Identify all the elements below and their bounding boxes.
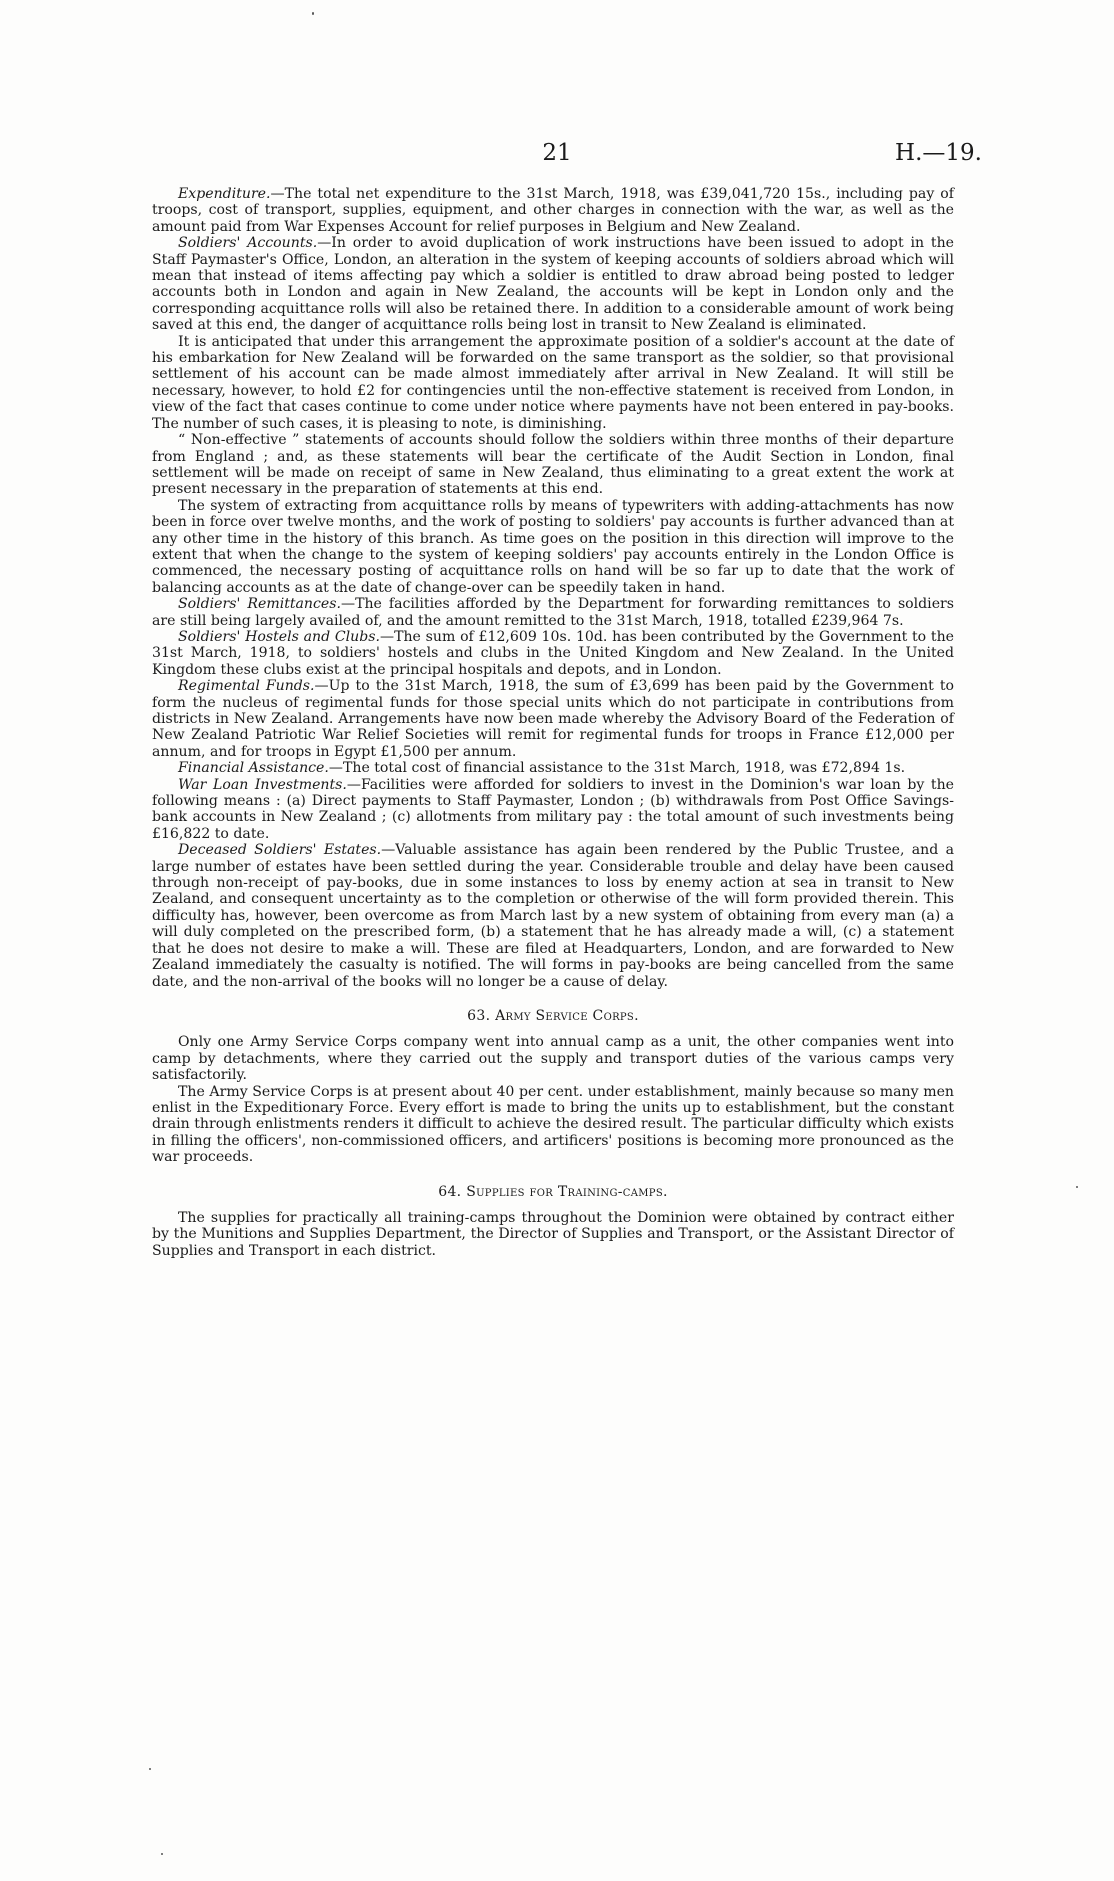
- paragraph-expenditure: [152, 186, 954, 235]
- paragraph-text: —The total cost of financial assistance to the 31st March, 1918, was £72,894 1s.: [328, 760, 906, 777]
- paragraph-text: —Valuable assistance has again been rendered by the Public Trustee, and a large number of estates have been settled during the year. Considerable trouble and delay have been caused through non-receipt of pay-books, due in some instances to loss by enemy action at sea in transit to New Zealand, and consequent uncertainty as to the completion or otherwise of the will form provided therein. This difficulty has, however, been overcome as from March last by a new system of obtaining from every man (a) a will duly completed on the prescribed form, (b) a statement that he has already made a will, (c) a statement that he does not desire to make a will. These are filed at Headquarters, London, and are forwarded to New Zealand immediately the casualty is notified. The will forms in pay-books are being cancelled from the same date, and the non-arrival of the books will no longer be a cause of delay.: [152, 842, 954, 990]
- paragraph-text: The Army Service Corps is at present about 40 per cent. under establishment, mainly because so many men enlist in the Expeditionary Force. Every effort is made to bring the units up to establishment, but the constant drain through enlistments renders it difficult to achieve the desired result. The particular difficulty which exists in filling the officers', non-commissioned officers, and artificers' positions is becoming more pronounced as the war proceeds.: [152, 1083, 954, 1166]
- paragraph-lead: War Loan Investments.: [178, 776, 347, 793]
- paragraph-text: —The sum of £12,609 10s. 10d. has been contributed by the Government to the 31st March, 1918, to soldiers' hostels and clubs in the United Kingdom and New Zealand. In the United Kingdom these clubs exist at the principal hospitals and depots, and in London.: [152, 628, 954, 678]
- paragraph-text: The system of extracting from acquittance rolls by means of typewriters with adding-attachments has now been in force over twelve months, and the work of posting to soldiers' pay accounts is further advanced than at any other time in the history of this branch. As time goes on the position in this direction will improve to the extent that when the change to the system of keeping soldiers' pay accounts entirely in the London Office is commenced, the necessary posting of acquittance rolls on hand will be so far up to date that the work of balancing accounts as at the date of change-over can be speedily taken in hand.: [152, 497, 954, 596]
- section-title: Supplies for Training-camps.: [466, 1183, 668, 1200]
- paragraph-lead: Soldiers' Accounts.: [178, 235, 318, 252]
- section-title: Army Service Corps.: [495, 1007, 639, 1024]
- scan-speck: [1076, 1186, 1078, 1188]
- document-reference: H.—19.: [895, 140, 982, 166]
- paragraph-acquittance-rolls: [152, 498, 954, 596]
- paragraph-text: It is anticipated that under this arrangement the approximate position of a soldier's account at the date of his embarkation for New Zealand will be forwarded on the same transport as the soldier, so that provisional settlement of his account can be made almost immediately after arrival in New Zealand. It will still be necessary, however, to hold £2 for contingencies until the non-effective statement is received from London, in view of the fact that cases continue to come under notice where payments have not been entered in pay-books. The number of such cases, it is pleasing to note, is diminishing.: [152, 333, 954, 432]
- paragraph-asc-annual-camp: [152, 1034, 954, 1083]
- section-heading-supplies-training-camps: [152, 1184, 954, 1200]
- page-body: [152, 186, 954, 1259]
- paragraph-text: —The facilities afforded by the Department for forwarding remittances to soldiers are still being largely availed of, and the amount remitted to the 31st March, 1918, totalled £239,964 7s.: [152, 596, 955, 629]
- page-number: 21: [542, 140, 572, 166]
- section-number: 63.: [467, 1007, 491, 1024]
- paragraph-hostels-and-clubs: [152, 629, 954, 678]
- scan-speck: [149, 1768, 151, 1770]
- paragraph-war-loan-investments: [152, 777, 954, 843]
- paragraph-regimental-funds: [152, 678, 954, 760]
- paragraph-lead: Financial Assistance.: [178, 760, 329, 777]
- paragraph-lead: Soldiers' Hostels and Clubs.: [178, 628, 380, 645]
- paragraph-text: “ Non-effective ” statements of accounts should follow the soldiers within three months of their departure from England ; and, as these statements will bear the certificate of the Audit Section in London, final settlement will be made on receipt of same in New Zealand, thus eliminating to a great extent the work at present necessary in the preparation of statements at this end.: [152, 432, 954, 498]
- paragraph-non-effective-statements: [152, 432, 954, 498]
- paragraph-text: —In order to avoid duplication of work instructions have been issued to adopt in the Staff Paymaster's Office, London, an alteration in the system of keeping accounts of soldiers abroad which will mean that instead of items affecting pay which a soldier is entitled to draw abroad being posted to ledger accounts both in London and again in New Zealand, the accounts will be kept in London only and the corresponding acquittance rolls will also be retained there. In addition to a considerable amount of work being saved at this end, the danger of acquittance rolls being lost in transit to New Zealand is eliminated.: [152, 235, 954, 334]
- paragraph-lead: Expenditure.: [178, 186, 271, 202]
- paragraph-text: —Facilities were afforded for soldiers to invest in the Dominion's war loan by the following means : (a) Direct payments to Staff Paymaster, London ; (b) withdrawals from Post Office Savings-bank accounts in New Zealand ; (c) allotments from military pay : the total amount of such investments being £16,822 to date.: [152, 776, 955, 842]
- paragraph-text: —Up to the 31st March, 1918, the sum of £3,699 has been paid by the Government to form the nucleus of regimental funds for those special units which do not participate in contributions from districts in New Zealand. Arrangements have now been made whereby the Advisory Board of the Federation of New Zealand Patriotic War Relief Societies will remit for regimental funds for troops in France £12,000 per annum, and for troops in Egypt £1,500 per annum.: [152, 678, 954, 760]
- paragraph-lead: Regimental Funds.: [178, 678, 315, 695]
- section-heading-army-service-corps: [152, 1008, 954, 1024]
- paragraph-financial-assistance: [152, 760, 954, 776]
- page-header: [0, 138, 1114, 178]
- scan-speck: [161, 1853, 163, 1855]
- paragraph-text: —The total net expenditure to the 31st March, 1918, was £39,041,720 15s., including pay of troops, cost of transport, supplies, equipment, and other charges in connection with the war, as well as the amount paid from War Expenses Account for relief purposes in Belgium and New Zealand.: [152, 186, 954, 235]
- paragraph-supplies-contracts: [152, 1210, 954, 1259]
- paragraph-anticipated-position: [152, 334, 954, 432]
- paragraph-text: Only one Army Service Corps company went into annual camp as a unit, the other companies went into camp by detachments, where they carried out the supply and transport duties of the various camps very satisfactorily.: [152, 1034, 954, 1084]
- paragraph-deceased-soldiers-estates: [152, 842, 954, 990]
- scan-speck: [312, 12, 314, 15]
- paragraph-lead: Soldiers' Remittances.: [178, 596, 341, 613]
- paragraph-soldiers-remittances: [152, 596, 954, 629]
- paragraph-soldiers-accounts: [152, 235, 954, 333]
- paragraph-text: The supplies for practically all training-camps throughout the Dominion were obtained by contract either by the Munitions and Supplies Department, the Director of Supplies and Transport, or the Assistant Director of Supplies and Transport in each district.: [152, 1209, 954, 1259]
- paragraph-asc-establishment: [152, 1084, 954, 1166]
- section-number: 64.: [438, 1183, 462, 1200]
- paragraph-lead: Deceased Soldiers' Estates.: [178, 842, 382, 859]
